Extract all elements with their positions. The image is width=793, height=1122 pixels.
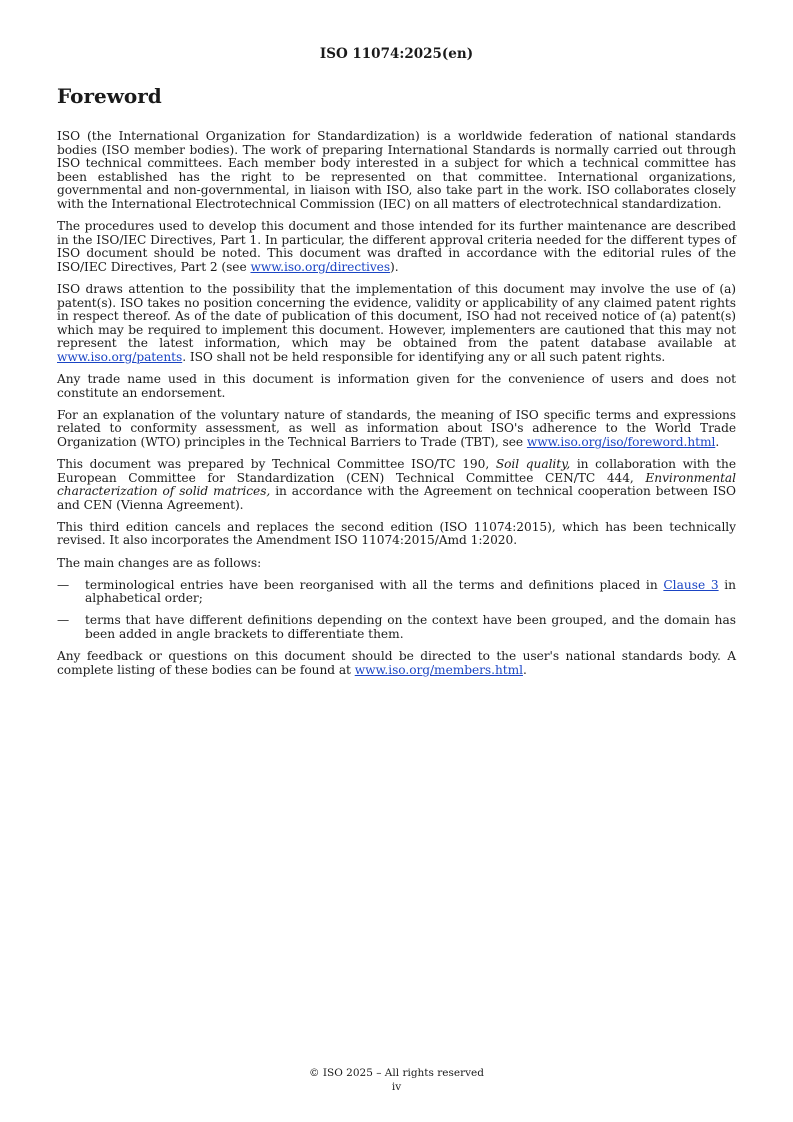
paragraph-main-changes: The main changes are as follows:	[57, 555, 262, 570]
directives-link[interactable]: www.iso.org/directives	[250, 259, 391, 274]
members-link[interactable]: www.iso.org/members.html	[354, 662, 523, 677]
paragraph-procedures	[57, 220, 736, 274]
page-footer	[0, 1066, 793, 1094]
foreword-content	[57, 84, 736, 686]
clause-3-link[interactable]: Clause 3	[663, 577, 719, 592]
document-id-header: ISO 11074:2025(en)	[319, 46, 474, 62]
paragraph-text: ).	[390, 259, 399, 274]
paragraph-iso-intro: ISO (the International Organization for Standardization) is a worldwide federation of national standards bodies (ISO member bodies). The work of preparing International Standards is normally carried out through ISO technical committees. Each member body interested in a subject for which a technical committee has been established has the right to be represented on that committee. International organizations, governmental and non-governmental, in liaison with ISO, also take part in the work. ISO collaborates closely with the International Electrotechnical Commission (IEC) on all matters of electrotechnical standardization.	[57, 129, 736, 211]
paragraph-text: in accordance with the Agreement on technical cooperation between ISO and CEN (Vienna Agreement).	[57, 484, 736, 512]
list-item	[57, 579, 736, 606]
paragraph-text: in collaboration with the European Committee for Standardization (CEN) Technical Committee CEN/TC 444,	[57, 456, 736, 485]
paragraph-edition: This third edition cancels and replaces the second edition (ISO 11074:2015), which has been technically revised. It also incorporates the Amendment ISO 11074:2015/Amd 1:2020.	[57, 519, 736, 548]
paragraph-text: For an explanation of the voluntary nature of standards, the meaning of ISO specific terms and expressions related to conformity assessment, as well as information about ISO's adherence to the World Trade Organization (WTO) principles in the Technical Barriers to Trade (TBT), see	[57, 407, 736, 449]
dash-bullet: —	[57, 613, 70, 628]
list-item-text: terminological entries have been reorganised with all the terms and definitions placed in	[85, 577, 664, 592]
section-title: Foreword	[57, 84, 162, 108]
page-number: iv	[391, 1081, 402, 1093]
list-item-text: in alphabetical order;	[85, 577, 737, 606]
patents-link[interactable]: www.iso.org/patents	[57, 349, 183, 364]
paragraph-text: This document was prepared by Technical Committee ISO/TC 190,	[57, 456, 496, 471]
changes-list	[57, 579, 736, 642]
foreword-link[interactable]: www.iso.org/iso/foreword.html	[526, 434, 716, 449]
paragraph-feedback	[57, 650, 736, 677]
paragraph-voluntary-nature	[57, 409, 736, 450]
dash-bullet: —	[57, 577, 70, 592]
list-item	[57, 614, 736, 641]
paragraph-text: The procedures used to develop this document and those intended for its further maintenance are described in the ISO/IEC Directives, Part 1. In particular, the different approval criteria needed for the different types of ISO document should be noted. This document was drafted in accordance with the editorial rules of the ISO/IEC Directives, Part 2 (see	[57, 219, 736, 274]
paragraph-text: Any feedback or questions on this document should be directed to the user's national standards body. A complete listing of these bodies can be found at	[57, 649, 736, 677]
list-item-text: terms that have different definitions depending on the context have been grouped, and the domain has been added in angle brackets to differentiate them.	[85, 613, 736, 641]
paragraph-patents	[57, 283, 736, 365]
committee-title-soil: Soil quality,	[495, 456, 571, 471]
paragraph-prepared-by	[57, 458, 736, 512]
committee-title-environmental: Environmental characterization of solid matrices,	[57, 470, 736, 499]
paragraph-text: . ISO shall not be held responsible for identifying any or all such patent rights.	[182, 349, 666, 364]
copyright-notice: © ISO 2025 – All rights reserved	[309, 1067, 484, 1079]
paragraph-text: .	[522, 662, 527, 677]
paragraph-text: .	[715, 434, 720, 449]
paragraph-trade-name: Any trade name used in this document is information given for the convenience of users and does not constitute an endorsement.	[57, 372, 736, 400]
paragraph-text: ISO draws attention to the possibility that the implementation of this document may involve the use of (a) patent(s). ISO takes no position concerning the evidence, validity or applicability of any claimed patent rights in respect thereof. As of the date of publication of this document, ISO had not received notice of (a) patent(s) which may be required to implement this document. However, implementers are cautioned that this may not represent the latest information, which may be obtained from the patent database available at	[57, 281, 736, 351]
